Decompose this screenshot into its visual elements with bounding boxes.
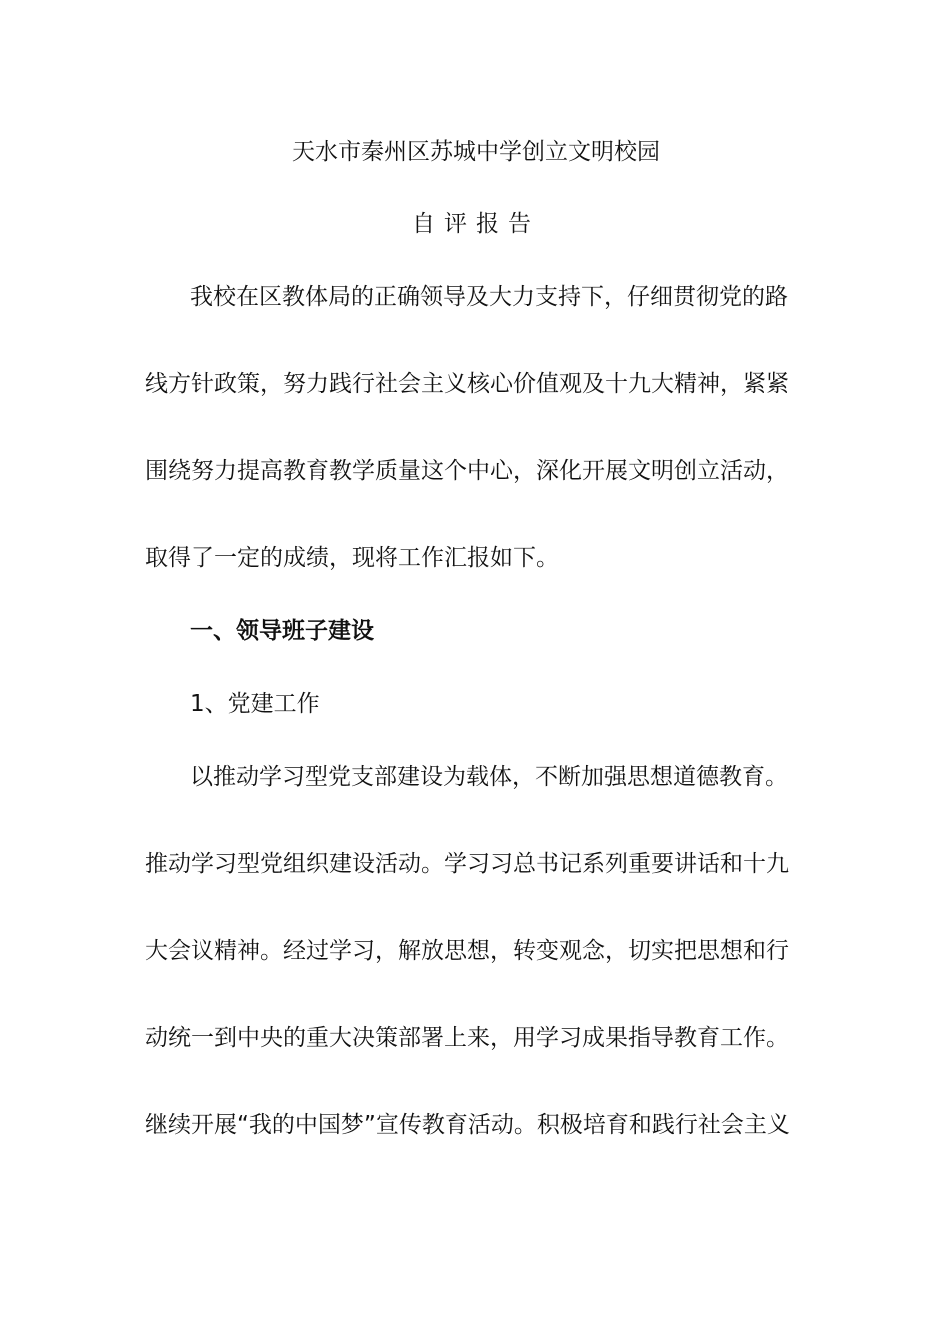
paragraph-line: 推动学习型党组织建设活动。学习习总书记系列重要讲话和十九: [145, 851, 789, 877]
paragraph-line: 继续开展“我的中国梦”宣传教育活动。积极培育和践行社会主义: [145, 1112, 790, 1138]
document-subtitle: 自评报告: [412, 211, 540, 237]
paragraph-line: 线方针政策，努力践行社会主义核心价值观及十九大精神，紧紧: [145, 371, 789, 397]
paragraph-line: 动统一到中央的重大决策部署上来，用学习成果指导教育工作。: [145, 1025, 789, 1051]
paragraph-line: 我校在区教体局的正确领导及大力支持下，仔细贯彻党的路: [190, 284, 788, 310]
paragraph-line: 大会议精神。经过学习，解放思想，转变观念，切实把思想和行: [145, 938, 789, 964]
section-heading: 一、领导班子建设: [190, 618, 374, 644]
paragraph-line: 围绕努力提高教育教学质量这个中心，深化开展文明创立活动，: [145, 458, 789, 484]
paragraph-line: 以推动学习型党支部建设为载体，不断加强思想道德教育。: [190, 764, 788, 790]
subsection-heading: 1、党建工作: [190, 691, 320, 717]
paragraph-line: 取得了一定的成绩，现将工作汇报如下。: [145, 545, 559, 571]
document-title: 天水市秦州区苏城中学创立文明校园: [292, 139, 660, 165]
